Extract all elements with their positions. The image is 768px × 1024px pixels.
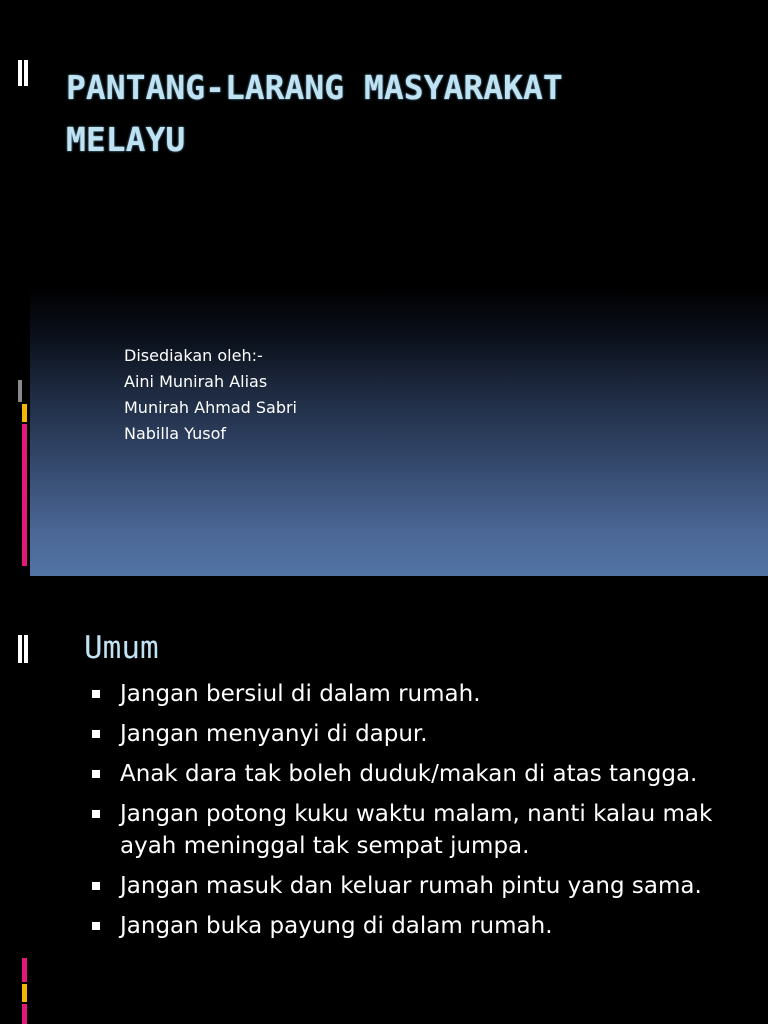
bullet-square-icon xyxy=(92,690,100,698)
list-item xyxy=(90,718,730,750)
slide-1 xyxy=(30,0,768,576)
author-credits xyxy=(124,343,297,447)
author-name: Munirah Ahmad Sabri xyxy=(124,398,297,417)
list-item xyxy=(90,870,730,902)
list-item-text: Jangan buka payung di dalam rumah. xyxy=(120,913,553,939)
list-item xyxy=(90,910,730,942)
slide-marker-icon xyxy=(24,635,28,663)
author-name: Aini Munirah Alias xyxy=(124,372,268,391)
list-item-text: Jangan masuk dan keluar rumah pintu yang sama. xyxy=(120,873,702,899)
slide-title-line-2: MELAYU xyxy=(66,120,186,159)
bullet-square-icon xyxy=(92,810,100,818)
bullet-square-icon xyxy=(92,770,100,778)
accent-bar-pink xyxy=(22,1004,27,1024)
accent-bar-pink xyxy=(22,424,27,566)
accent-bar-yellow xyxy=(22,984,27,1002)
section-heading: Umum xyxy=(84,630,159,666)
accent-bar-gray xyxy=(18,380,22,402)
list-item-text: Anak dara tak boleh duduk/makan di atas tangga. xyxy=(120,761,698,787)
bullet-square-icon xyxy=(92,882,100,890)
list-item-text: Jangan bersiul di dalam rumah. xyxy=(120,681,481,707)
list-item-text: Jangan menyanyi di dapur. xyxy=(120,721,428,747)
slide-marker-icon xyxy=(18,635,22,663)
author-name: Nabilla Yusof xyxy=(124,424,226,443)
slide-title xyxy=(66,62,746,166)
list-item xyxy=(90,798,730,862)
bullet-square-icon xyxy=(92,922,100,930)
accent-bar-pink xyxy=(22,958,27,982)
slide-marker-icon xyxy=(18,60,22,86)
slide-marker-icon xyxy=(24,60,28,86)
slide-title-line-1: PANTANG-LARANG MASYARAKAT xyxy=(66,68,563,107)
bullet-square-icon xyxy=(92,730,100,738)
slide-2 xyxy=(30,578,768,1024)
list-item xyxy=(90,678,730,710)
list-item-text: Jangan potong kuku waktu malam, nanti kalau mak ayah meninggal tak sempat jumpa. xyxy=(120,801,713,859)
credits-label: Disediakan oleh:- xyxy=(124,346,263,365)
bullet-list xyxy=(90,678,730,950)
list-item xyxy=(90,758,730,790)
accent-bar-yellow xyxy=(22,404,27,422)
